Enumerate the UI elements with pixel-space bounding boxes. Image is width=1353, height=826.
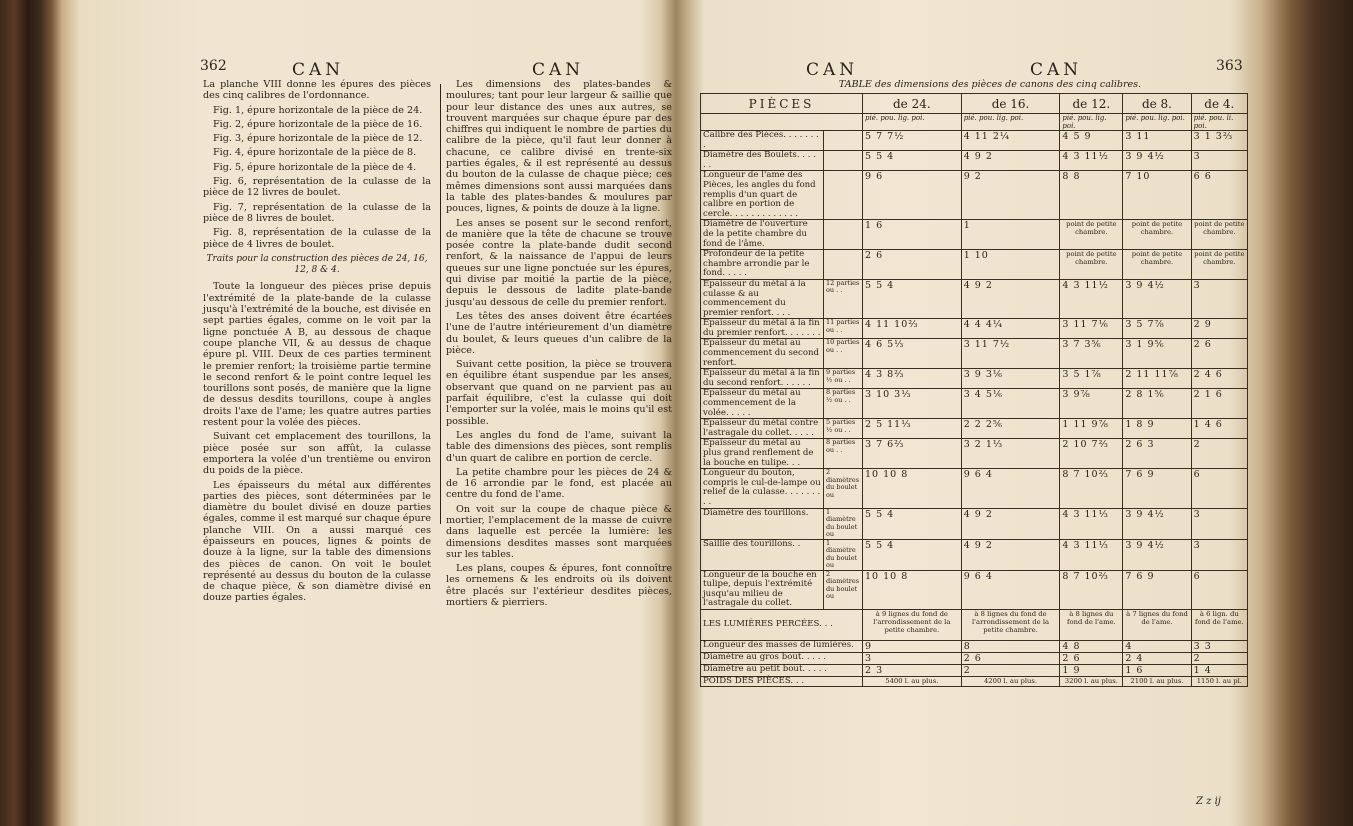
paragraph: On voit sur la coupe de chaque pièce & mortier, l'emplacement de la masse de cuivre dans laquelle est percée la lumière: les dimensions desdites masses sont marquées sur les tables. xyxy=(446,503,672,560)
value-cell: point de petite chambre. xyxy=(1060,220,1123,250)
masses-label: Diamètre au petit bout. . . . . xyxy=(701,664,863,676)
poids-value: 1150 l. au pl. xyxy=(1191,676,1247,687)
row-parts: 12 parties ou . . xyxy=(824,279,863,318)
paragraph: Les angles du fond de l'ame, suivant la table des dimensions des pièces, sont remplis d'un quart de calibre en portion de cercle. xyxy=(446,429,672,464)
table-row xyxy=(701,570,1248,609)
units-cell: pié. pou. li. poi. xyxy=(1191,114,1247,131)
value-cell: 6 6 xyxy=(1191,171,1247,220)
value-cell: 2 6 3 xyxy=(1123,439,1191,469)
fig-line: Fig. 3, épure horizontale de la pièce de 12. xyxy=(213,133,423,145)
table-row xyxy=(701,389,1248,419)
value-cell: 3 9⅞ xyxy=(1060,389,1123,419)
fig-line: Fig. 8, représentation de la culasse de la pièce de 4 livres de boulet. xyxy=(203,227,431,250)
masses-value: 2 xyxy=(961,664,1060,676)
lumieres-label: LES LUMIÈRES PERCÉES. . . xyxy=(701,609,863,640)
value-cell: 2 2 2⅚ xyxy=(961,419,1060,439)
value-cell: 8 7 10⅔ xyxy=(1060,469,1123,508)
value-cell: 5 5 4 xyxy=(863,279,962,318)
value-cell: 4 9 2 xyxy=(961,151,1060,171)
table-row xyxy=(701,279,1248,318)
row-label: Epaisseur du métal à la fin du premier renfort. . . . . . . xyxy=(701,319,824,339)
section-caption: Traits pour la construction des pièces de 24, 16, 12, 8 & 4. xyxy=(206,253,428,276)
masses-row xyxy=(701,652,1248,664)
table-row xyxy=(701,151,1248,171)
poids-row xyxy=(701,676,1248,687)
value-cell: 1 4 6 xyxy=(1191,419,1247,439)
table-row xyxy=(701,131,1248,151)
value-cell: 9 2 xyxy=(961,171,1060,220)
poids-value: 3200 l. au plus. xyxy=(1060,676,1123,687)
row-parts: 2 diamètres du boulet ou xyxy=(824,469,863,508)
value-cell: 1 11 9⅞ xyxy=(1060,419,1123,439)
calibre-header: de 8. xyxy=(1123,94,1191,114)
masses-value: 2 xyxy=(1191,652,1247,664)
right-page-number: 363 xyxy=(1216,58,1243,74)
masses-label: Diamètre au gros bout. . . . . xyxy=(701,652,863,664)
lumieres-value: à 8 lignes du fond de l'arrondissement de la petite chambre. xyxy=(961,609,1060,640)
value-cell: point de petite chambre. xyxy=(1191,220,1247,250)
row-parts: 8 parties ½ ou . . xyxy=(824,389,863,419)
masses-value: 9 xyxy=(863,640,962,652)
value-cell: 4 3 11⅓ xyxy=(1060,508,1123,539)
value-cell: 3 5 7⅞ xyxy=(1123,319,1191,339)
poids-label: POIDS DES PIÈCES. . . xyxy=(701,676,863,687)
value-cell: 9 6 4 xyxy=(961,469,1060,508)
row-label: Epaisseur du métal à la fin du second renfort. . . . . . xyxy=(701,369,824,389)
table-row xyxy=(701,250,1248,280)
lumieres-value: à 9 lignes du fond de l'arrondissement de la petite chambre. xyxy=(863,609,962,640)
fig-line: Fig. 7, représentation de la culasse de la pièce de 8 livres de boulet. xyxy=(203,201,431,224)
value-cell: 8 7 10⅔ xyxy=(1060,570,1123,609)
right-page-header-left: CAN xyxy=(806,60,859,80)
value-cell: 8 8 xyxy=(1060,171,1123,220)
table-row xyxy=(701,508,1248,539)
value-cell: 3 9 4½ xyxy=(1123,508,1191,539)
table-row xyxy=(701,369,1248,389)
table-row xyxy=(701,539,1248,570)
row-label: Epaisseur du métal au commencement du second renfort. xyxy=(701,339,824,369)
masses-value: 2 3 xyxy=(863,664,962,676)
paragraph: Suivant cette position, la pièce se trouvera en équilibre étant suspendue par les anses, observant que quand on ne parvient pas au parfait équilibre, c'est la culasse qui doit l'emporter sur la volée, mais le moins qu'il est possible. xyxy=(446,359,672,427)
value-cell: 4 9 2 xyxy=(961,508,1060,539)
calibre-header: de 16. xyxy=(961,94,1060,114)
value-cell: 5 5 4 xyxy=(863,539,962,570)
table-body xyxy=(701,114,1248,687)
value-cell: 2 9 xyxy=(1191,319,1247,339)
value-cell: 10 10 8 xyxy=(863,469,962,508)
value-cell: point de petite chambre. xyxy=(1123,250,1191,280)
value-cell: 4 11 10⅔ xyxy=(863,319,962,339)
table-title: TABLE des dimensions des pièces de canons des cinq calibres. xyxy=(838,79,1142,90)
value-cell: 4 3 8⅔ xyxy=(863,369,962,389)
value-cell: 4 4 4¼ xyxy=(961,319,1060,339)
masses-label: Longueur des masses de lumières. xyxy=(701,640,863,652)
table-row xyxy=(701,339,1248,369)
value-cell: 3 9 4½ xyxy=(1123,151,1191,171)
paragraph: Les têtes des anses doivent être écartées l'une de l'autre intérieurement d'un diamètre du boulet, & leurs queues d'un calibre de la pièce. xyxy=(446,310,672,356)
lumieres-value: à 7 lignes du fond de l'ame. xyxy=(1123,609,1191,640)
paragraph: Les dimensions des plates-bandes & moulures; tant pour leur largeur & saillie que pour leur distance des unes aux autres, se trouvent marquées sur chaque épure par des chiffres qui indiquent le nombre de parties du calibre de la pièce, qu'il faut leur donner à chacune, ce calibre divisé en trente-six parties égales, & il est représenté au dessus du bouton de la culasse de chaque pièce; ces mêmes dimensions sont aussi marquées dans la table des plates-bandes & moulures par pouces, lignes, & points de douze à la ligne. xyxy=(446,79,672,215)
value-cell: 3 xyxy=(1191,279,1247,318)
units-cell: pié. pou. lig. poi. xyxy=(1123,114,1191,131)
value-cell: 1 10 xyxy=(961,250,1060,280)
calibre-header: de 4. xyxy=(1191,94,1247,114)
value-cell: 3 11 7½ xyxy=(961,339,1060,369)
masses-value: 8 xyxy=(961,640,1060,652)
value-cell: 3 9 4½ xyxy=(1123,279,1191,318)
table-row xyxy=(701,469,1248,508)
value-cell: 7 6 9 xyxy=(1123,570,1191,609)
paragraph: Les anses se posent sur le second renfort, de manière que la tête de chacune se trouve posée contre la plate-bande dudit second renfort, & la naissance de l'appui de leurs queues sur une ligne ponctuée sur les épures, qui divise par moitié la partie de la pièce, depuis le dessous de ladite plate-bande jusqu'au dessous de celle du premier renfort. xyxy=(446,217,672,308)
units-cell: pié. pou. lig. poi. xyxy=(863,114,962,131)
value-cell: 4 3 11½ xyxy=(1060,151,1123,171)
row-parts: 9 parties ½ ou . . xyxy=(824,369,863,389)
table-row xyxy=(701,319,1248,339)
value-cell: 3 1 3⅔ xyxy=(1191,131,1247,151)
masses-value: 2 6 xyxy=(1060,652,1123,664)
value-cell: point de petite chambre. xyxy=(1123,220,1191,250)
row-label: Epaisseur du métal au commencement de la volée. . . . . xyxy=(701,389,824,419)
row-parts: 10 parties ou . . xyxy=(824,339,863,369)
value-cell: 10 10 8 xyxy=(863,570,962,609)
row-parts: 1 diamètre du boulet ou xyxy=(824,508,863,539)
value-cell: 1 xyxy=(961,220,1060,250)
row-label: Longueur du bouton, compris le cul-de-lampe ou relief de la culasse. . . . . . . . . xyxy=(701,469,824,508)
row-label: Diamètre de l'ouverture de la petite chambre du fond de l'âme. xyxy=(701,220,824,250)
row-label: Calibre des Pièces. . . . . . . . xyxy=(701,131,824,151)
units-blank xyxy=(701,114,863,131)
value-cell: 3 7 6⅔ xyxy=(863,439,962,469)
row-parts xyxy=(824,220,863,250)
masses-value: 1 9 xyxy=(1060,664,1123,676)
value-cell: 2 8 1⅚ xyxy=(1123,389,1191,419)
poids-value: 5400 l. au plus. xyxy=(863,676,962,687)
table-row xyxy=(701,171,1248,220)
value-cell: 3 10 3⅓ xyxy=(863,389,962,419)
lumieres-value: à 8 lignes du fond de l'ame. xyxy=(1060,609,1123,640)
pieces-header: PIÈCES xyxy=(701,94,863,114)
masses-value: 4 xyxy=(1123,640,1191,652)
poids-value: 2100 l. au plus. xyxy=(1123,676,1191,687)
dimensions-table xyxy=(700,93,1248,687)
masses-value: 3 3 xyxy=(1191,640,1247,652)
value-cell: 7 6 9 xyxy=(1123,469,1191,508)
masses-value: 1 6 xyxy=(1123,664,1191,676)
row-parts xyxy=(824,171,863,220)
value-cell: 9 6 4 xyxy=(961,570,1060,609)
masses-row xyxy=(701,664,1248,676)
value-cell: 3 7 3⅚ xyxy=(1060,339,1123,369)
paragraph: La petite chambre pour les pièces de 24 & de 16 arrondie par le fond, est placée au centre du fond de l'ame. xyxy=(446,466,672,501)
left-page-header-right: CAN xyxy=(532,60,585,80)
value-cell: 2 6 xyxy=(1191,339,1247,369)
calibre-header: de 24. xyxy=(863,94,962,114)
value-cell: 3 1 9⅚ xyxy=(1123,339,1191,369)
masses-value: 2 6 xyxy=(961,652,1060,664)
lumieres-value: à 6 lign. du fond de l'ame. xyxy=(1191,609,1247,640)
paragraph: Les plans, coupes & épures, font connoître les ornemens & les endroits où ils doivent être placés sur l'extérieur desdites pièces, mortiers & pierriers. xyxy=(446,563,672,609)
value-cell: point de petite chambre. xyxy=(1060,250,1123,280)
table-row xyxy=(701,439,1248,469)
left-column-1 xyxy=(203,79,431,607)
value-cell: 3 xyxy=(1191,539,1247,570)
value-cell: 2 xyxy=(1191,439,1247,469)
row-parts: 2 diamètres du boulet ou xyxy=(824,570,863,609)
row-label: Longueur de la bouche en tulipe, depuis l'extrémité jusqu'au milieu de l'astragale du collet. xyxy=(701,570,824,609)
left-column-2 xyxy=(446,79,672,611)
row-label: Epaisseur du métal à la culasse & au commencement du premier renfort. . . . xyxy=(701,279,824,318)
right-page-header-right: CAN xyxy=(1030,60,1083,80)
table-row xyxy=(701,220,1248,250)
row-label: Longueur de l'ame des Pièces, les angles du fond remplis d'un quart de calibre en portion de cercle. . . . . . . . . . . . . xyxy=(701,171,824,220)
value-cell: 5 7 7½ xyxy=(863,131,962,151)
row-parts: 8 parties ou . . xyxy=(824,439,863,469)
value-cell: 5 5 4 xyxy=(863,151,962,171)
value-cell: 6 xyxy=(1191,570,1247,609)
value-cell: 3 xyxy=(1191,151,1247,171)
value-cell: 5 5 4 xyxy=(863,508,962,539)
row-parts: 11 parties ou . . xyxy=(824,319,863,339)
value-cell: 7 10 xyxy=(1123,171,1191,220)
value-cell: 3 5 1⅞ xyxy=(1060,369,1123,389)
value-cell: 3 11 xyxy=(1123,131,1191,151)
units-cell: pié. pou. lig. poi. xyxy=(1060,114,1123,131)
value-cell: 3 9 3⅙ xyxy=(961,369,1060,389)
value-cell: point de petite chambre. xyxy=(1191,250,1247,280)
poids-value: 4200 l. au plus. xyxy=(961,676,1060,687)
left-page-number: 362 xyxy=(200,58,227,74)
table-header-row xyxy=(701,94,1248,114)
fig-line: Fig. 2, épure horizontale de la pièce de 16. xyxy=(213,118,423,130)
table-row xyxy=(701,419,1248,439)
lumieres-row xyxy=(701,609,1248,640)
plates-intro: La planche VIII donne les épures des pièces des cinq calibres de l'ordonnance. xyxy=(203,79,431,102)
value-cell: 4 11 2¼ xyxy=(961,131,1060,151)
value-cell: 4 9 2 xyxy=(961,279,1060,318)
units-cell: pié. pou. lig. poi. xyxy=(961,114,1060,131)
calibre-header: de 12. xyxy=(1060,94,1123,114)
row-parts xyxy=(824,250,863,280)
row-parts: 5 parties ½ ou . . xyxy=(824,419,863,439)
value-cell: 2 4 6 xyxy=(1191,369,1247,389)
row-label: Epaisseur du métal contre l'astragale du collet. . . . . xyxy=(701,419,824,439)
value-cell: 4 5 9 xyxy=(1060,131,1123,151)
value-cell: 2 6 xyxy=(863,250,962,280)
value-cell: 4 3 11½ xyxy=(1060,279,1123,318)
paragraph: Toute la longueur des pièces prise depuis l'extrémité de la plate-bande de la culasse jusqu'à l'extrémité de la bouche, est divisée en sept parties égales, comme on le voit par la ligne ponctuée A B, au dessous de chaque coupe planche VII, & au dessus de chaque épure pl. VIII. Deux de ces parties terminent le premier renfort; la troisième partie termine le second renfort & le point contre lequel les tourillons sont posés, de manière que la ligne de dessus desdits tourillons, coupe à angles droits l'axe de l'ame; les quatre autres parties restent pour la volée des pièces. xyxy=(203,281,431,429)
fig-line: Fig. 5, épure horizontale de la pièce de 4. xyxy=(213,161,417,173)
row-label: Diamètre des tourillons. xyxy=(701,508,824,539)
fig-line: Fig. 4, épure horizontale de la pièce de 8. xyxy=(213,147,417,159)
value-cell: 3 xyxy=(1191,508,1247,539)
paragraph: Les épaisseurs du métal aux différentes parties des pièces, sont déterminées par le diamètre du boulet divisé en douze parties égales, comme il est marqué sur chaque épure planche VIII. On a aussi marqué ces épaisseurs en pouces, lignes & points de douze à la ligne, sur la table des dimensions des pièces de canon. On voit le boulet représenté au dessus du bouton de la culasse de chaque pièce, & son diamètre divisé en douze parties égales. xyxy=(203,479,431,604)
row-parts xyxy=(824,151,863,171)
value-cell: 3 2 1⅓ xyxy=(961,439,1060,469)
left-page-header-left: CAN xyxy=(292,60,345,80)
row-label: Epaisseur du métal au plus grand renflement de la bouche en tulipe. . . xyxy=(701,439,824,469)
value-cell: 2 1 6 xyxy=(1191,389,1247,419)
value-cell: 6 xyxy=(1191,469,1247,508)
value-cell: 2 11 11⅞ xyxy=(1123,369,1191,389)
value-cell: 9 6 xyxy=(863,171,962,220)
fig-line: Fig. 1, épure horizontale de la pièce de 24. xyxy=(213,104,423,116)
masses-value: 1 4 xyxy=(1191,664,1247,676)
masses-value: 2 4 xyxy=(1123,652,1191,664)
row-parts xyxy=(824,131,863,151)
value-cell: 2 5 11⅓ xyxy=(863,419,962,439)
row-label: Diamètre des Boulets. . . . . . xyxy=(701,151,824,171)
value-cell: 1 8 9 xyxy=(1123,419,1191,439)
masses-value: 3 xyxy=(863,652,962,664)
row-label: Saillie des tourillons. . xyxy=(701,539,824,570)
masses-row xyxy=(701,640,1248,652)
units-row xyxy=(701,114,1248,131)
row-label: Profondeur de la petite chambre arrondie par le fond. . . . . xyxy=(701,250,824,280)
paragraph: Suivant cet emplacement des tourillons, la pièce posée sur son affût, la culasse emportera la volée d'un trentième ou environ du poids de la pièce. xyxy=(203,431,431,477)
fig-line: Fig. 6, représentation de la culasse de la pièce de 12 livres de boulet. xyxy=(203,176,431,199)
value-cell: 3 11 7⅙ xyxy=(1060,319,1123,339)
value-cell: 1 6 xyxy=(863,220,962,250)
column-divider xyxy=(440,84,441,524)
value-cell: 2 10 7⅔ xyxy=(1060,439,1123,469)
value-cell: 4 3 11⅓ xyxy=(1060,539,1123,570)
row-parts: 1 diamètre du boulet ou xyxy=(824,539,863,570)
value-cell: 3 4 5⅙ xyxy=(961,389,1060,419)
value-cell: 4 9 2 xyxy=(961,539,1060,570)
value-cell: 3 9 4½ xyxy=(1123,539,1191,570)
masses-value: 4 8 xyxy=(1060,640,1123,652)
value-cell: 4 6 5⅓ xyxy=(863,339,962,369)
page-signature: Z z ij xyxy=(1196,796,1221,807)
